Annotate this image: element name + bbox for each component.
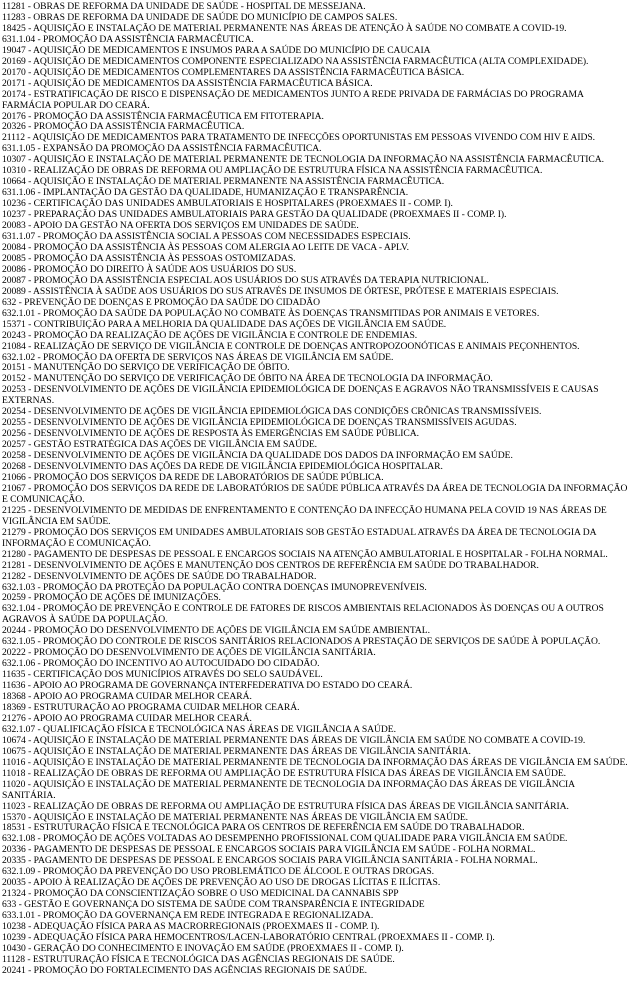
document-line: 11018 - REALIZAÇÃO DE OBRAS DE REFORMA OU AMPLIAÇÃO DE ESTRUTURA FÍSICA DAS ÁREAS DE VIGILÂNCIA EM SAÚDE.: [2, 767, 567, 779]
document-line: 10238 - ADEQUAÇÃO FÍSICA PARA AS MACRORREGIONAIS (PROEXMAES II - COMP. I).: [2, 921, 380, 933]
document-line: 632.1.02 - PROMOÇÃO DA OFERTA DE SERVIÇOS NAS ÁREAS DE VIGILÂNCIA EM SAÚDE.: [2, 351, 394, 363]
document-line: 20085 - PROMOÇÃO DA ASSISTÊNCIA ÀS PESSOAS OSTOMIZADAS.: [2, 252, 296, 264]
document-line: 19047 - AQUISIÇÃO DE MEDICAMENTOS E INSUMOS PARA A SAÚDE DO MUNICÍPIO DE CAUCAIA: [2, 44, 431, 56]
document-line: 20174 - ESTRATIFICAÇÃO DE RISCO E DISPENSAÇÃO DE MEDICAMENTOS JUNTO A REDE PRIVADA DE FARMÁCIAS DO PROGRAMA FARMÁCIA POPULAR DO CEARÁ.: [2, 88, 584, 111]
document-line: 20151 - MANUTENÇÃO DO SERVIÇO DE VERIFICAÇÃO DE ÓBITO.: [2, 362, 290, 374]
document-line: 20256 - DESENVOLVIMENTO DE AÇÕES DE RESPOSTA ÀS EMERGÊNCIAS EM SAÚDE PÚBLICA.: [2, 428, 420, 440]
document-line: 11281 - OBRAS DE REFORMA DA UNIDADE DE SAÚDE - HOSPITAL DE MESSEJANA.: [2, 1, 366, 12]
document-line: 20259 - PROMOÇÃO DE AÇÕES DE IMUNIZAÇÕES.: [2, 592, 221, 604]
document-line: 20087 - PROMOÇÃO DA ASSISTÊNCIA ESPECIAL AOS USUÁRIOS DO SUS ATRAVÉS DA TERAPIA NUTRICIONAL.: [2, 274, 489, 286]
document-line: 18425 - AQUISIÇÃO E INSTALAÇÃO DE MATERIAL PERMANENTE NAS ÁREAS DE ATENÇÃO À SAÚDE NO COMBATE A COVID-19.: [2, 22, 567, 34]
document-line: 21112 - AQUISIÇÃO DE MEDICAMENTOS PARA TRATAMENTO DE INFECÇÕES OPORTUNISTAS EM PESSOAS VIVENDO COM HIV E AIDS.: [2, 132, 596, 144]
document-line: 633 - GESTÃO E GOVERNANÇA DO SISTEMA DE SAÚDE COM TRANSPARÊNCIA E INTEGRIDADE: [2, 899, 425, 911]
document-line: 20170 - AQUISIÇÃO DE MEDICAMENTOS COMPLEMENTARES DA ASSISTÊNCIA FARMACÊUTICA BÁSICA.: [2, 66, 465, 78]
document-line: 20244 - PROMOÇÃO DO DESENVOLVIMENTO DE AÇÕES DE VIGILÂNCIA EM SAÚDE AMBIENTAL.: [2, 625, 430, 637]
document-line: 20254 - DESENVOLVIMENTO DE AÇÕES DE VIGILÂNCIA EPIDEMIOLÓGICA DAS CONDIÇÕES CRÔNICAS TRANSMISSÍVEIS.: [2, 406, 542, 418]
document-line: 10310 - REALIZAÇÃO DE OBRAS DE REFORMA OU AMPLIAÇÃO DE ESTRUTURA FÍSICA NA ASSISTÊNCIA FARMACÊUTICA.: [2, 165, 543, 177]
document-line: 10307 - AQUISIÇÃO E INSTALAÇÃO DE MATERIAL PERMANENTE DE TECNOLOGIA DA INFORMAÇÃO NA ASSISTÊNCIA FARMACÊUTICA.: [2, 154, 604, 166]
document-line: 631.1.04 - PROMOÇÃO DA ASSISTÊNCIA FARMACÊUTICA.: [2, 33, 254, 45]
document-line: 10674 - AQUISIÇÃO E INSTALAÇÃO DE MATERIAL PERMANENTE DAS ÁREAS DE VIGILÂNCIA EM SAÚDE NO COMBATE A COVID-19.: [2, 734, 586, 746]
document-line: 21281 - DESENVOLVIMENTO DE AÇÕES E MANUTENÇÃO DOS CENTROS DE REFERÊNCIA EM SAÚDE DO TRABALHADOR.: [2, 559, 539, 571]
document-line: 20086 - PROMOÇÃO DO DIREITO À SAÚDE AOS USUÁRIOS DO SUS.: [2, 263, 297, 275]
document-line: 20222 - PROMOÇÃO DO DESENVOLVIMENTO DE AÇÕES DE VIGILÂNCIA SANITÁRIA.: [2, 647, 376, 659]
document-line: 20257 - GESTÃO ESTRATÉGICA DAS AÇÕES DE VIGILÂNCIA EM SAÚDE.: [2, 439, 318, 451]
document-line: 21084 - REALIZAÇÃO DE SERVIÇO DE VIGILÂNCIA E CONTROLE DE DOENÇAS ANTROPOZOONÓTICAS E ANIMAIS PEÇONHENTOS.: [2, 340, 580, 352]
document-line: 21067 - PROMOÇÃO DOS SERVIÇOS DA REDE DE LABORATÓRIOS DE SAÚDE PÚBLICA ATRAVÉS DA ÁREA DE TECNOLOGIA DA INFORMAÇÃO E COMUNICAÇÃO.: [2, 482, 628, 505]
document-line: 11635 - CERTIFICAÇÃO DOS MUNICÍPIOS ATRAVÉS DO SELO SAUDÁVEL.: [2, 669, 323, 681]
document-line: 20255 - DESENVOLVIMENTO DE AÇÕES DE VIGILÂNCIA EPIDEMIOLÓGICA DE DOENÇAS TRANSMISSÍVEIS AGUDAS.: [2, 417, 517, 429]
document-line: 18531 - ESTRUTURAÇÃO FÍSICA E TECNOLÓGICA PARA OS CENTROS DE REFERÊNCIA EM SAÚDE DO TRABALHADOR.: [2, 822, 525, 834]
document-line: 21276 - APOIO AO PROGRAMA CUIDAR MELHOR CEARÁ.: [2, 712, 252, 724]
document-line: 632 - PREVENÇÃO DE DOENÇAS E PROMOÇÃO DA SAÚDE DO CIDADÃO: [2, 296, 321, 308]
document-line: 20035 - APOIO À REALIZAÇÃO DE AÇÕES DE PREVENÇÃO AO USO DE DROGAS LÍCITAS E ILÍCITAS.: [2, 877, 441, 889]
document-line: 18369 - ESTRUTURAÇÃO AO PROGRAMA CUIDAR MELHOR CEARÁ.: [2, 702, 300, 713]
document-line: 10236 - CERTIFICAÇÃO DAS UNIDADES AMBULATORIAIS E HOSPITALARES (PROEXMAES II - COMP. I).: [2, 198, 453, 210]
document-line: 632.1.04 - PROMOÇÃO DE PREVENÇÃO E CONTROLE DE FATORES DE RISCOS AMBIENTAIS RELACIONADOS ÀS DOENÇAS OU A OUTROS AGRAVOS À SAÚDE DA POPULAÇÃO.: [2, 603, 604, 626]
document-line: 632.1.05 - PROMOÇÃO DO CONTROLE DE RISCOS SANITÁRIOS RELACIONADOS A PRESTAÇÃO DE SERVIÇOS DE SAÚDE À POPULAÇÃO.: [2, 636, 601, 648]
document-line: 10664 - AQUISIÇÃO E INSTALAÇÃO DE MATERIAL PERMANENTE NA ASSISTÊNCIA FARMACÊUTICA.: [2, 176, 445, 188]
document-line: 20335 - PAGAMENTO DE DESPESAS DE PESSOAL E ENCARGOS SOCIAIS PARA VIGILÂNCIA SANITÁRIA - FOLHA NORMAL.: [2, 855, 538, 867]
document-line: 11020 - AQUISIÇÃO E INSTALAÇÃO DE MATERIAL PERMANENTE DE TECNOLOGIA DA INFORMAÇÃO DAS ÁREAS DE VIGILÂNCIA SANITÁRIA.: [2, 778, 575, 801]
document-line: 631.1.07 - PROMOÇÃO DA ASSISTÊNCIA SOCIAL A PESSOAS COM NECESSIDADES ESPECIAIS.: [2, 231, 411, 243]
document-line: 11283 - OBRAS DE REFORMA DA UNIDADE DE SAÚDE DO MUNICÍPIO DE CAMPOS SALES.: [2, 11, 398, 23]
document-line: 21282 - DESENVOLVIMENTO DE AÇÕES DE SAÚDE DO TRABALHADOR.: [2, 570, 317, 582]
document-line: 20336 - PAGAMENTO DE DESPESAS DE PESSOAL E ENCARGOS SOCIAIS PARA VIGILÂNCIA EM SAÚDE - FOLHA NORMAL.: [2, 844, 536, 856]
document-line: 21279 - PROMOÇÃO DOS SERVIÇOS EM UNIDADES AMBULATORIAIS SOB GESTÃO ESTADUAL ATRAVÉS DA ÁREA DE TECNOLOGIA DA INFORMAÇÃO E COMUNICAÇÃO.: [2, 526, 596, 549]
document-line: 10237 - PREPARAÇÃO DAS UNIDADES AMBULATORIAIS PARA GESTÃO DA QUALIDADE (PROEXMAES II - COMP. I).: [2, 209, 507, 221]
document-line: 11636 - APOIO AO PROGRAMA DE GOVERNANÇA INTERFEDERATIVA DO ESTADO DO CEARÁ.: [2, 680, 413, 692]
document-line: 21225 - DESENVOLVIMENTO DE MEDIDAS DE ENFRENTAMENTO E CONTENÇÃO DA INFECÇÃO HUMANA PELA COVID 19 NAS ÁREAS DE VIGILÂNCIA EM SAÚDE.: [2, 504, 607, 527]
document-line: 21324 - PROMOÇÃO DA CONSCIENTIZAÇÃO SOBRE O USO MEDICINAL DA CANNABIS SPP: [2, 888, 399, 900]
document-line: 20326 - PROMOÇÃO DA ASSISTÊNCIA FARMACÊUTICA.: [2, 121, 245, 133]
document-line: 633.1.01 - PROMOÇÃO DA GOVERNANÇA EM REDE INTEGRADA E REGIONALIZADA.: [2, 910, 374, 922]
document-line: 21280 - PAGAMENTO DE DESPESAS DE PESSOAL E ENCARGOS SOCIAIS NA ATENÇÃO AMBULATORIAL E HOSPITALAR - FOLHA NORMAL.: [2, 548, 608, 560]
document-line: 11016 - AQUISIÇÃO E INSTALAÇÃO DE MATERIAL PERMANENTE DE TECNOLOGIA DA INFORMAÇÃO DAS ÁREAS DE VIGILÂNCIA EM SAÚDE.: [2, 756, 628, 768]
document-line: 632.1.09 - PROMOÇÃO DA PREVENÇÃO DO USO PROBLEMÁTICO DE ÁLCOOL E OUTRAS DROGAS.: [2, 866, 434, 878]
document-line: 632.1.07 - QUALIFICAÇÃO FÍSICA E TECNOLÓGICA NAS ÁREAS DE VIGILÂNCIA A SAÚDE.: [2, 723, 396, 735]
document-line: 10675 - AQUISIÇÃO E INSTALAÇÃO DE MATERIAL PERMANENTE DAS ÁREAS DE VIGILÂNCIA SANITÁRIA.: [2, 745, 471, 757]
document-line: 18368 - APOIO AO PROGRAMA CUIDAR MELHOR CEARÁ.: [2, 691, 252, 703]
document-line: 20243 - PROMOÇÃO DA REALIZAÇÃO DE AÇÕES DE VIGILÂNCIA E CONTROLE DE ENDEMIAS.: [2, 329, 418, 341]
document-line: 20253 - DESENVOLVIMENTO DE AÇÕES DE VIGILÂNCIA EPIDEMIOLÓGICA DE DOENÇAS E AGRAVOS NÃO TRANSMISSÍVEIS E CAUSAS EXTERNAS.: [2, 384, 599, 407]
document-line: 15370 - AQUISIÇÃO E INSTALAÇÃO DE MATERIAL PERMANENTE NAS ÁREAS DE VIGILÂNCIA EM SAÚDE.: [2, 811, 469, 823]
document-line: 11128 - ESTRUTURAÇÃO FÍSICA E TECNOLÓGICA DAS AGÊNCIAS REGIONAIS DE SAÚDE.: [2, 953, 395, 965]
document-line: 20152 - MANUTENÇÃO DO SERVIÇO DE VERIFICAÇÃO DE ÓBITO NA ÁREA DE TECNOLOGIA DA INFORMAÇÃO.: [2, 373, 493, 385]
document-line: 631.1.06 - IMPLANTAÇÃO DA GESTÃO DA QUALIDADE, HUMANIZAÇÃO E TRANSPARÊNCIA.: [2, 187, 409, 199]
document-line: 20089 - ASSISTÊNCIA À SAÚDE AOS USUÁRIOS DO SUS ATRAVÉS DE INSUMOS DE ÓRTESE, PRÓTESE E MATERIAIS ESPECIAIS.: [2, 285, 559, 297]
document-line: 10239 - ADEQUAÇÃO FÍSICA PARA HEMOCENTROS/LACEN-LABORATÓRIO CENTRAL (PROEXMAES II - COMP. I).: [2, 932, 495, 944]
document-line: 20169 - AQUISIÇÃO DE MEDICAMENTOS COMPONENTE ESPECIALIZADO NA ASSISTÊNCIA FARMACÊUTICA (ALTA COMPLEXIDADE).: [2, 55, 589, 67]
document-line: 632.1.01 - PROMOÇÃO DA SAÚDE DA POPULAÇÃO NO COMBATE ÀS DOENÇAS TRANSMITIDAS POR ANIMAIS E VETORES.: [2, 307, 540, 319]
document-line: 20084 - PROMOÇÃO DA ASSISTÊNCIA ÀS PESSOAS COM ALERGIA AO LEITE DE VACA - APLV.: [2, 241, 409, 253]
document-line: 20258 - DESENVOLVIMENTO DE AÇÕES DE VIGILÂNCIA DA QUALIDADE DOS DADOS DA INFORMAÇÃO EM SAÚDE.: [2, 450, 513, 462]
document-line: 21066 - PROMOÇÃO DOS SERVIÇOS DA REDE DE LABORATÓRIOS DE SAÚDE PÚBLICA.: [2, 471, 384, 483]
document-line: 632.1.06 - PROMOÇÃO DO INCENTIVO AO AUTOCUIDADO DO CIDADÃO.: [2, 658, 320, 670]
document-line: 20171 - AQUISIÇÃO DE MEDICAMENTOS DA ASSISTÊNCIA FARMACÊUTICA BÁSICA.: [2, 77, 373, 89]
document-line: 15371 - CONTRIBUIÇÃO PARA A MELHORIA DA QUALIDADE DAS AÇÕES DE VIGILÂNCIA EM SAÚDE.: [2, 318, 447, 330]
document-line: 11023 - REALIZAÇÃO DE OBRAS DE REFORMA OU AMPLIAÇÃO DE ESTRUTURA FÍSICA DAS ÁREAS DE VIGILÂNCIA SANITÁRIA.: [2, 800, 569, 812]
document-line: 20268 - DESENVOLVIMENTO DAS AÇÕES DA REDE DE VIGILÂNCIA EPIDEMIOLÓGICA HOSPITALAR.: [2, 461, 443, 473]
document-line: 20241 - PROMOÇÃO DO FORTALECIMENTO DAS AGÊNCIAS REGIONAIS DE SAÚDE.: [2, 964, 368, 976]
document-line: 632.1.03 - PROMOÇÃO DA PROTEÇÃO DA POPULAÇÃO CONTRA DOENÇAS IMUNOPREVENÍVEIS.: [2, 581, 427, 593]
document-line: 20176 - PROMOÇÃO DA ASSISTÊNCIA FARMACÊUTICA EM FITOTERAPIA.: [2, 110, 324, 122]
document-line: 631.1.05 - EXPANSÃO DA PROMOÇÃO DA ASSISTÊNCIA FARMACÊUTICA.: [2, 143, 322, 155]
document-line: 20083 - APOIO DA GESTÃO NA OFERTA DOS SERVIÇOS EM UNIDADES DE SAÚDE.: [2, 220, 359, 232]
document-body: [2, 2, 630, 977]
document-line: 632.1.08 - PROMOÇÃO DE AÇÕES VOLTADAS AO DESEMPENHO PROFISSIONAL COM QUALIDADE PARA VIGILÂNCIA EM SAÚDE.: [2, 833, 568, 845]
document-line: 10430 - GERAÇÃO DO CONHECIMENTO E INOVAÇÃO EM SAÚDE (PROEXMAES II - COMP. I).: [2, 942, 404, 954]
